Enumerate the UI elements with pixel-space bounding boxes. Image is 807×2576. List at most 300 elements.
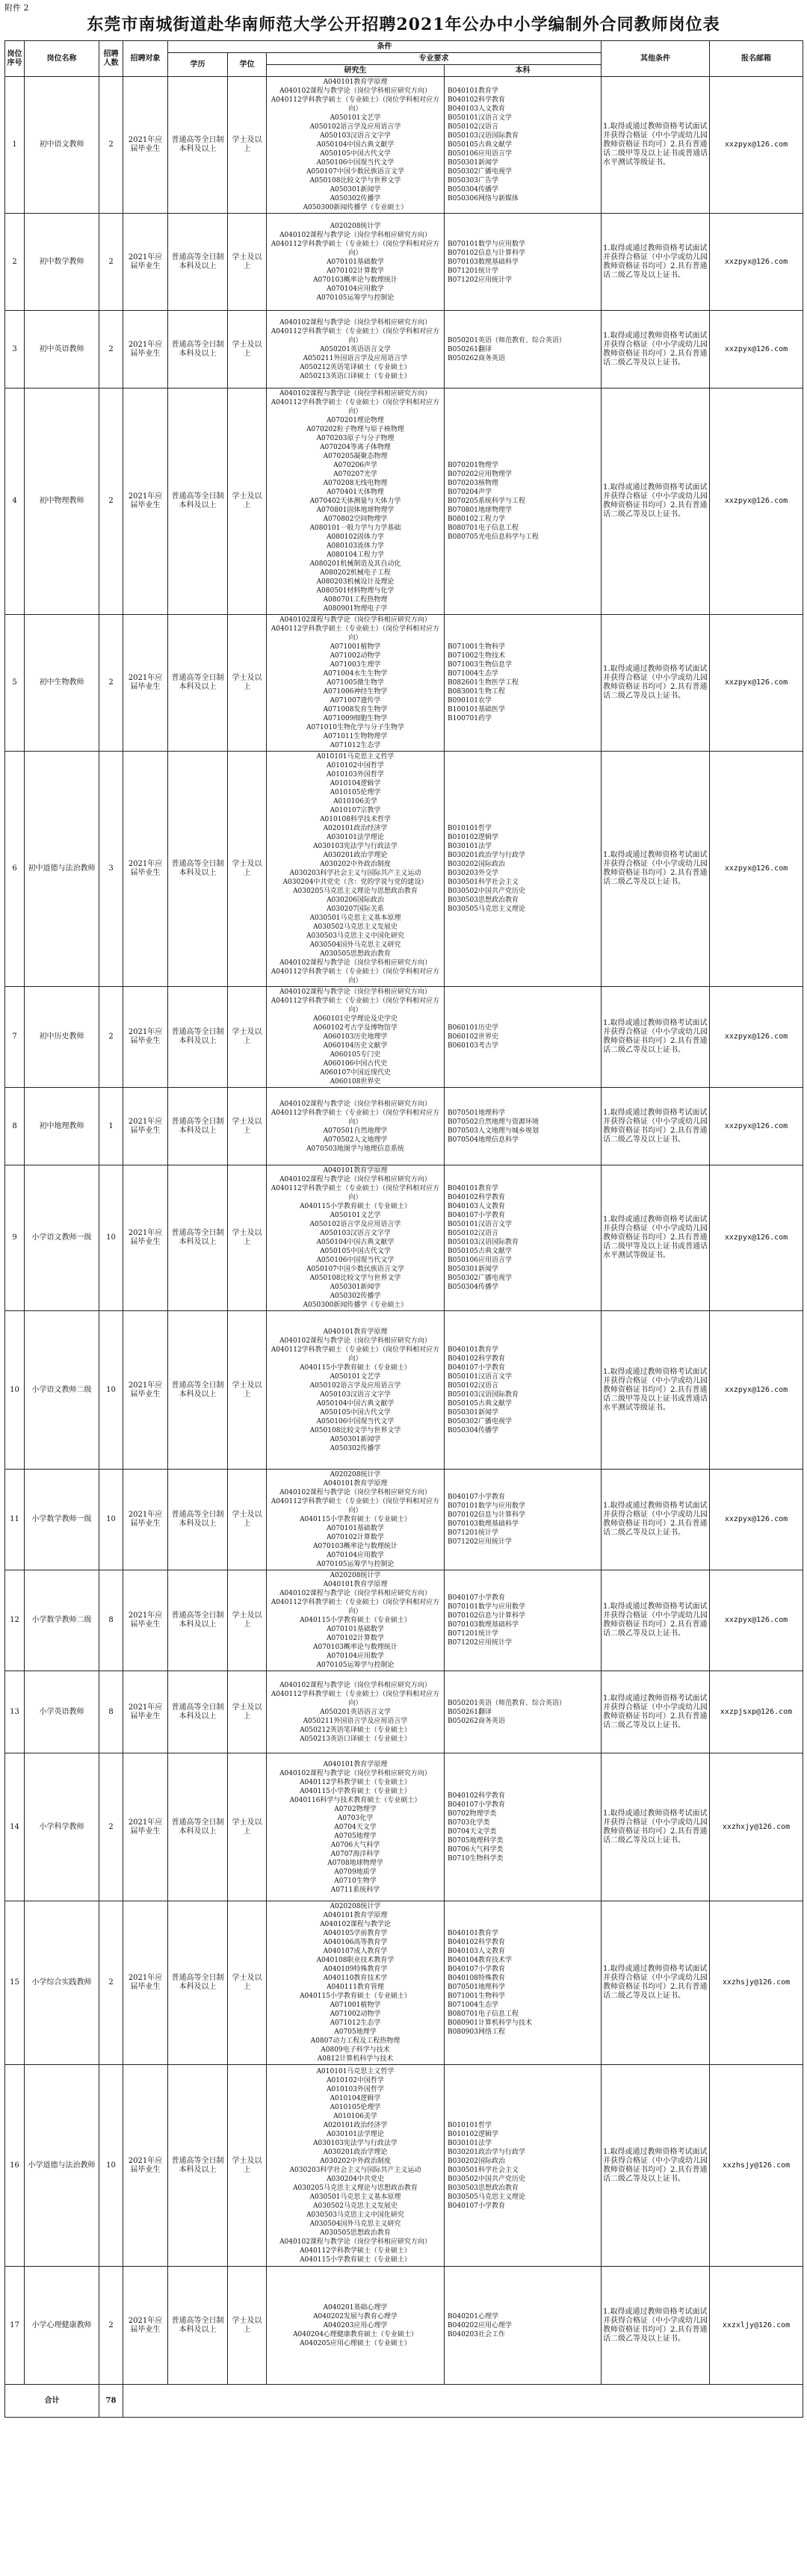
major-item: A050213英语口译硕士（专业硕士） [300, 372, 411, 380]
major-item: A050213英语口译硕士（专业硕士） [300, 1735, 411, 1743]
major-item: A071012生态学 [330, 2019, 381, 2027]
major-item: A030202中外政治制度 [320, 861, 391, 868]
major-item: A040106高等教育学 [323, 1939, 388, 1946]
header-count: 招聘人数 [99, 41, 123, 77]
major-item: B040202应用心理学 [448, 2321, 512, 2329]
table-row [5, 1901, 803, 2065]
row-count: 2 [99, 1753, 123, 1901]
major-item: B070103数理基础科学 [448, 1520, 519, 1528]
row-email-link[interactable]: xxzhxjy@126.com [710, 1753, 803, 1901]
row-other-conditions: 1.取得或通过教师资格考试面试并获得合格证（中小学或幼儿园教师资格证书均可）2.具有普通话二级乙等及以上证书。 [602, 1570, 710, 1671]
major-item: A040102课程与教学论（岗位学科相应研究方向） [279, 231, 431, 239]
row-education: 普通高等全日制本科及以上 [168, 388, 228, 615]
row-degree: 学士及以上 [228, 214, 267, 311]
major-item: A071010生物化学与分子生物学 [306, 724, 404, 731]
row-degree: 学士及以上 [228, 2267, 267, 2385]
row-degree: 学士及以上 [228, 1901, 267, 2065]
major-item: B071202应用统计学 [448, 1538, 512, 1546]
major-item: B070502自然地理与资源环境 [448, 1118, 539, 1126]
major-item: A040102课程与教学论（岗位学科相应研究方向） [279, 1769, 431, 1777]
row-seq: 11 [5, 1470, 25, 1570]
major-item: A030201政治学理论 [323, 2148, 388, 2156]
table-row [5, 214, 803, 311]
major-item: A040101教育学原理 [323, 1912, 388, 1919]
major-item: A050102语言学及应用语言学 [309, 1221, 401, 1228]
major-item: A080201机械制造及其自动化 [309, 560, 401, 568]
major-item: A040112学科教学硕士（专业硕士）（岗位学科相对应方向） [270, 968, 440, 985]
major-item: A050104中国古典文献学 [316, 1399, 395, 1408]
major-item: A040102课程与教学论（岗位学科相应研究方向） [279, 616, 431, 624]
postgrad-majors [267, 1311, 445, 1470]
major-item: B030101法学 [448, 843, 492, 850]
row-email-link[interactable]: xxzpyx@126.com [710, 1311, 803, 1470]
major-item: B030202国际政治 [448, 861, 505, 868]
table-row [5, 2267, 803, 2385]
major-item: A040202发展与教育心理学 [313, 2312, 398, 2320]
row-target: 2021年应届毕业生 [123, 615, 168, 752]
row-email-link[interactable]: xxzhsjy@126.com [710, 1901, 803, 2065]
row-seq: 17 [5, 2267, 25, 2385]
row-seq: 10 [5, 1311, 25, 1470]
major-item: A010106美学 [333, 798, 377, 805]
major-item: A060108世界史 [330, 1078, 381, 1086]
row-seq: 8 [5, 1088, 25, 1165]
major-item: B060103考古学 [448, 1042, 498, 1050]
row-other-conditions: 1.取得或通过教师资格考试面试并获得合格证（中小学或幼儿园教师资格证书均可）2.具有普通话二级乙等及以上证书。 [602, 1753, 710, 1901]
major-item: B010101哲学 [448, 825, 492, 832]
major-item: A060106中国古代史 [323, 1060, 388, 1068]
row-position: 初中地理教师 [25, 1088, 99, 1165]
major-item: A040115小学教育硕士（专业硕士） [300, 1203, 411, 1210]
major-item: A071008发育生物学 [323, 706, 388, 713]
row-count: 2 [99, 311, 123, 388]
major-item: A040102课程与教学论（岗位学科相应研究方向） [279, 1176, 431, 1183]
major-item: B0702物理学类 [448, 1809, 497, 1818]
row-target: 2021年应届毕业生 [123, 1088, 168, 1165]
row-other-conditions: 1.取得或通过教师资格考试面试并获得合格证（中小学或幼儿园教师资格证书均可）2.具有普通话二级乙等及以上证书。 [602, 1088, 710, 1165]
major-item: B050301新闻学 [448, 1408, 498, 1417]
row-degree: 学士及以上 [228, 1671, 267, 1753]
row-email-link[interactable]: xxzxljy@126.com [710, 2267, 803, 2385]
major-item: A040101教育学原理 [323, 78, 388, 86]
row-degree: 学士及以上 [228, 987, 267, 1088]
major-item: A0812计算机科学与技术 [317, 2055, 394, 2063]
postgrad-majors [267, 752, 445, 987]
major-item: A030101法学理论 [327, 834, 384, 841]
row-count: 8 [99, 1570, 123, 1671]
major-item: B070103数理基础科学 [448, 258, 519, 266]
major-item: A050201英语语言文学 [320, 1708, 391, 1716]
major-item: B071004生态学 [448, 670, 498, 678]
total-label: 合计 [5, 2385, 99, 2418]
major-item: A040101教育学原理 [323, 1480, 388, 1487]
major-item: A030205马克思主义理论与思想政治教育 [293, 888, 418, 895]
row-email-link[interactable]: xxzpyx@126.com [710, 987, 803, 1088]
major-item: A040205应用心理硕士（专业硕士） [300, 2339, 411, 2347]
major-item: A040102课程与教学论（岗位学科相应研究方向） [279, 390, 431, 397]
major-item: B050303广告学 [448, 177, 498, 185]
row-email-link[interactable]: xxzpyx@126.com [710, 77, 803, 214]
row-count: 2 [99, 987, 123, 1088]
row-seq: 4 [5, 388, 25, 615]
major-item: B0704天文学类 [448, 1827, 497, 1836]
major-item: A020101政治经济学 [323, 825, 388, 832]
major-item: A030101法学理论 [327, 2130, 384, 2138]
major-item: B050201英语（师范教育、综合英语） [448, 1699, 566, 1707]
major-item: A030103宪法学与行政法学 [313, 843, 398, 850]
table-row [5, 388, 803, 615]
major-item: A060102考古学及博物馆学 [313, 1024, 398, 1032]
major-item: B071004生态学 [448, 2001, 498, 2009]
major-item: A071002动物学 [330, 652, 381, 660]
major-item: B070503人文地理与城乡规划 [448, 1127, 539, 1135]
major-item: A050300新闻传播学（专业硕士） [303, 1301, 408, 1309]
row-count: 10 [99, 1470, 123, 1570]
major-item: B040107小学教育 [448, 1594, 505, 1602]
major-item: B071002生物技术 [448, 652, 505, 660]
major-item: A040204心理健康教育硕士（专业硕士） [293, 2330, 418, 2338]
major-item: A040102课程与教学论（岗位学科相应研究方向） [279, 87, 431, 95]
major-item: B0703化学类 [448, 1818, 490, 1827]
row-email-link[interactable]: xxzpyx@126.com [710, 1470, 803, 1570]
row-target: 2021年应届毕业生 [123, 1901, 168, 2065]
major-item: A040111教育管理 [327, 1984, 384, 1991]
total-row [5, 2385, 803, 2418]
row-position: 小学语文教师二级 [25, 1311, 99, 1470]
major-item: A0706大气科学 [330, 1841, 380, 1849]
major-item: B080901计算机科学与技术 [448, 2019, 532, 2027]
major-item: A030503马克思主义中国化研究 [306, 2211, 404, 2219]
table-row [5, 77, 803, 214]
major-item: B080701电子信息工程 [448, 524, 519, 532]
row-target: 2021年应届毕业生 [123, 987, 168, 1088]
undergrad-majors [445, 388, 602, 615]
major-item: B082601生物医学工程 [448, 679, 519, 687]
major-item: A040102课程与教学论（岗位学科相应研究方向） [279, 1100, 431, 1108]
major-item: B040203社会工作 [448, 2330, 505, 2338]
major-item: B030505马克思主义理论 [448, 2193, 525, 2201]
major-item: A050300新闻传播学（专业硕士） [303, 204, 408, 211]
major-item: A070103概率论与数理统计 [313, 1644, 398, 1651]
major-item: A0705地理学 [334, 1832, 377, 1840]
major-item: A080701工程热物理 [323, 596, 388, 604]
major-item: B050106应用语言学 [448, 1257, 512, 1264]
major-item: B060102世界史 [448, 1033, 498, 1041]
row-count: 2 [99, 615, 123, 752]
major-item: A010107宗教学 [330, 807, 381, 814]
undergrad-majors [445, 1901, 602, 2065]
major-item: A070104应用数学 [327, 1552, 384, 1559]
row-email-link[interactable]: xxzpyx@126.com [710, 311, 803, 388]
row-position: 小学数学教师一级 [25, 1470, 99, 1570]
major-item: A030203科学社会主义与国际共产主义运动 [289, 870, 421, 877]
major-item: A020208统计学 [330, 1572, 381, 1579]
major-item: B040101教育学 [448, 87, 498, 95]
major-item: B080701电子信息工程 [448, 2010, 519, 2018]
major-item: A030203科学社会主义与国际共产主义运动 [289, 2166, 421, 2174]
major-item: B070501地理科学 [448, 1984, 505, 1991]
major-item: B050261翻译 [448, 1708, 492, 1716]
row-education: 普通高等全日制本科及以上 [168, 2065, 228, 2267]
major-item: A030502马克思主义发展史 [313, 2202, 398, 2210]
row-count: 2 [99, 214, 123, 311]
major-item: A040102课程与教学论（岗位学科相应研究方向） [279, 1489, 431, 1496]
major-item: A040102课程与教学论（岗位学科相应研究方向） [279, 318, 431, 326]
major-item: B050262商务英语 [448, 1717, 505, 1725]
major-item: B040107小学教育 [448, 1212, 505, 1219]
attachment-label: 附件 2 [4, 3, 29, 13]
major-item: A080104工程力学 [327, 551, 384, 559]
row-email-link[interactable]: xxzpyx@126.com [710, 1165, 803, 1311]
undergrad-majors [445, 2267, 602, 2385]
major-item: A0711系统科学 [330, 1886, 380, 1894]
major-item: A040110教育技术学 [323, 1975, 388, 1982]
major-item: A070102计算数学 [327, 1534, 384, 1541]
row-degree: 学士及以上 [228, 1311, 267, 1470]
undergrad-majors [445, 77, 602, 214]
row-target: 2021年应届毕业生 [123, 1570, 168, 1671]
major-item: A040108职业技术教育学 [316, 1957, 395, 1964]
major-item: A060101史学理论及史学史 [313, 1015, 398, 1023]
major-item: B040101教育学 [448, 1930, 498, 1937]
major-item: A070101基础数学 [327, 258, 384, 266]
row-target: 2021年应届毕业生 [123, 214, 168, 311]
major-item: A050301新闻学 [330, 186, 381, 193]
major-item: A070104应用数学 [327, 1653, 384, 1660]
row-other-conditions: 1.取得或通过教师资格考试面试并获得合格证（中小学或幼儿园教师资格证书均可）2.具有普通话二级乙等及以上证书。 [602, 214, 710, 311]
major-item: B0705地理科学类 [448, 1836, 504, 1845]
major-item: B070102信息与计算科学 [448, 1612, 525, 1620]
row-other-conditions: 1.取得或通过教师资格考试面试并获得合格证（中小学或幼儿园教师资格证书均可）2.具有普通话二级乙等及以上证书。 [602, 1901, 710, 2065]
major-item: B070205系统科学与工程 [448, 498, 525, 505]
major-item: A040112学科教学硕士（专业硕士）（岗位学科相对应方向） [270, 997, 440, 1014]
row-target: 2021年应届毕业生 [123, 77, 168, 214]
row-position: 小学数学教师二级 [25, 1570, 99, 1671]
major-item: A030207国际关系 [327, 905, 384, 913]
header-major: 专业要求 [267, 53, 602, 65]
row-email-link[interactable]: xxzpyx@126.com [710, 214, 803, 311]
major-item: A040116科学与技术教育硕士（专业硕士） [289, 1796, 421, 1804]
row-education: 普通高等全日制本科及以上 [168, 2267, 228, 2385]
major-item: A070104应用数学 [327, 285, 384, 293]
major-item: A070202粒子物理与原子核物理 [306, 426, 404, 433]
undergrad-majors [445, 615, 602, 752]
row-position: 初中语文教师 [25, 77, 99, 214]
major-item: A040112学科教学硕士（专业硕士） [300, 2247, 411, 2255]
postgrad-majors [267, 987, 445, 1088]
row-education: 普通高等全日制本科及以上 [168, 1311, 228, 1470]
major-item: A040115小学教育硕士（专业硕士） [300, 1617, 411, 1624]
row-other-conditions: 1.取得或通过教师资格考试面试并获得合格证（中小学或幼儿园教师资格证书均可）2.具有普通话二级乙等及以上证书。 [602, 2065, 710, 2267]
major-item: A020101政治经济学 [323, 2121, 388, 2129]
major-item: A010101马克思主义哲学 [316, 753, 395, 761]
undergrad-majors [445, 1311, 602, 1470]
major-item: A070201理论物理 [327, 417, 384, 424]
major-item: A050101文艺学 [330, 1372, 381, 1381]
row-target: 2021年应届毕业生 [123, 2065, 168, 2267]
major-item: A080103流体力学 [327, 542, 384, 550]
major-item: A040115小学教育硕士（专业硕士） [300, 1516, 411, 1523]
major-item: A070204等离子体物理 [320, 444, 391, 451]
postgrad-majors [267, 1901, 445, 2065]
major-item: B040107小学教育 [448, 1363, 505, 1372]
major-item: B030201政治学与行政学 [448, 852, 525, 859]
major-item: A040102课程与教学论 [320, 1921, 391, 1928]
row-email-link[interactable]: xxzpyx@126.com [710, 1088, 803, 1165]
major-item: B100101基础医学 [448, 706, 505, 713]
row-count: 2 [99, 388, 123, 615]
major-item: B050103汉语国际教育 [448, 1390, 519, 1399]
major-item: A010106美学 [333, 2112, 377, 2120]
major-item: A070502人文地理学 [323, 1136, 388, 1144]
major-item: A070501自然地理学 [323, 1127, 388, 1135]
row-target: 2021年应届毕业生 [123, 752, 168, 987]
major-item: B070204声学 [448, 489, 492, 496]
major-item: B040101教育学 [448, 1185, 498, 1192]
major-item: A040105学前教育学 [323, 1930, 388, 1937]
header-email: 报名邮箱 [710, 41, 803, 77]
row-email-link[interactable]: xxzpjsxp@126.com [710, 1671, 803, 1753]
major-item: A030502马克思主义发展史 [313, 923, 398, 931]
row-email-link[interactable]: xxzhsjy@126.com [710, 2065, 803, 2267]
header-undergrad: 本科 [445, 65, 602, 77]
major-item: A010102中国哲学 [327, 2076, 384, 2084]
row-other-conditions: 1.取得或通过教师资格考试面试并获得合格证（中小学或幼儿园教师资格证书均可）2.具有普通话二级乙等及以上证书。 [602, 752, 710, 987]
row-other-conditions: 1.取得或通过教师资格考试面试并获得合格证（中小学或幼儿园教师资格证书均可）2.具有普通话二级乙等及以上证书。 [602, 615, 710, 752]
major-item: A050212英语笔译硕士（专业硕士） [300, 363, 411, 371]
major-item: B070102信息与计算科学 [448, 249, 525, 257]
major-item: A020208统计学 [330, 1471, 381, 1479]
major-item: B030501科学社会主义 [448, 2166, 519, 2174]
major-item: A070203原子与分子物理 [316, 435, 395, 442]
header-seq: 岗位序号 [5, 41, 25, 77]
major-item: A070103概率论与数理统计 [313, 1543, 398, 1550]
row-count: 10 [99, 1165, 123, 1311]
major-item: B080102工程力学 [448, 515, 505, 523]
major-item: A070105运筹学与控制论 [316, 294, 395, 302]
row-other-conditions: 1.取得或通过教师资格考试面试并获得合格证（中小学或幼儿园教师资格证书均可）2.具有普通话二级甲等及以上证书或普通话水平测试等级证书。 [602, 1165, 710, 1311]
major-item: B070201物理学 [448, 462, 498, 469]
major-item: B100701药学 [448, 715, 492, 722]
major-item: A050302传播学 [330, 195, 381, 202]
positions-table [4, 40, 803, 2418]
major-item: A070503地图学与地理信息系统 [306, 1145, 404, 1153]
row-position: 小学道德与法治教师 [25, 2065, 99, 2267]
row-education: 普通高等全日制本科及以上 [168, 752, 228, 987]
row-other-conditions: 1.取得或通过教师资格考试面试并获得合格证（中小学或幼儿园教师资格证书均可）2.具有普通话二级乙等及以上证书。 [602, 388, 710, 615]
major-item: B050103汉语国际教育 [448, 132, 519, 140]
major-item: A040112学科教学硕士（专业硕士）（岗位学科相对应方向） [270, 625, 440, 642]
major-item: A030501马克思主义基本原理 [309, 2193, 401, 2201]
major-item: B050306网络与新媒体 [448, 195, 519, 202]
major-item: B071202应用统计学 [448, 276, 512, 284]
postgrad-majors [267, 1753, 445, 1901]
major-item: A070401天体物理 [327, 489, 384, 496]
table-row [5, 1470, 803, 1570]
major-item: A070103概率论与数理统计 [313, 276, 398, 284]
major-item: B050301新闻学 [448, 159, 498, 167]
row-email-link[interactable]: xxzpyx@126.com [710, 752, 803, 987]
major-item: B050102汉语言 [448, 123, 498, 131]
major-item: A010104逻辑学 [330, 780, 381, 787]
row-other-conditions: 1.取得或通过教师资格考试面试并获得合格证（中小学或幼儿园教师资格证书均可）2.具有普通话二级甲等及以上证书或普通话水平测试等级证书。 [602, 77, 710, 214]
row-target: 2021年应届毕业生 [123, 1753, 168, 1901]
major-item: A070101基础数学 [327, 1525, 384, 1532]
row-education: 普通高等全日制本科及以上 [168, 214, 228, 311]
major-item: A050108比较文学与世界文学 [309, 1275, 401, 1282]
row-degree: 学士及以上 [228, 752, 267, 987]
major-item: B030202国际政治 [448, 2157, 505, 2165]
row-degree: 学士及以上 [228, 1470, 267, 1570]
major-item: B070102信息与计算科学 [448, 1511, 525, 1519]
major-item: B040107小学教育 [448, 2202, 505, 2210]
major-item: B070501地理科学 [448, 1109, 505, 1117]
major-item: A040112学科教学硕士（专业硕士）（岗位学科相对应方向） [270, 1690, 440, 1707]
major-item: B050304传播学 [448, 1284, 498, 1291]
row-count: 2 [99, 77, 123, 214]
table-row [5, 987, 803, 1088]
table-row [5, 311, 803, 388]
table-row [5, 615, 803, 752]
major-item: A080102固体力学 [327, 533, 384, 541]
major-item: A050301新闻学 [330, 1435, 381, 1443]
major-item: A070802空间物理学 [323, 515, 388, 523]
major-item: B040108特殊教育 [448, 1975, 505, 1982]
major-item: B050101汉语言文学 [448, 1221, 512, 1228]
major-item: A070208无线电物理 [323, 480, 388, 487]
major-item: A030202中外政治制度 [320, 2157, 391, 2165]
header-degree: 学位 [228, 53, 267, 77]
table-row [5, 1753, 803, 1901]
row-email-link[interactable]: xxzpyx@126.com [710, 615, 803, 752]
major-item: A020208统计学 [330, 1903, 381, 1910]
row-seq: 15 [5, 1901, 25, 2065]
row-seq: 14 [5, 1753, 25, 1901]
major-item: A050103汉语言文字学 [320, 1390, 391, 1399]
major-item: A040112学科教学硕士（专业硕士）（岗位学科相对应方向） [270, 1109, 440, 1126]
postgrad-majors [267, 1165, 445, 1311]
major-item: B040102科学教育 [448, 1354, 505, 1363]
major-item: A070205凝聚态物理 [323, 453, 388, 460]
major-item: A080203机械设计及理论 [316, 578, 395, 586]
major-item: A0703化学 [337, 1814, 374, 1822]
major-item: B040102科学教育 [448, 1792, 505, 1800]
major-item: B0706大气科学类 [448, 1845, 504, 1854]
major-item: A010105伦理学 [330, 2103, 381, 2111]
postgrad-majors [267, 1470, 445, 1570]
row-degree: 学士及以上 [228, 311, 267, 388]
major-item: A080202机械电子工程 [320, 569, 391, 577]
major-item: A060105专门史 [330, 1051, 381, 1059]
major-item: A071007遗传学 [330, 697, 381, 705]
row-education: 普通高等全日制本科及以上 [168, 311, 228, 388]
major-item: B050201英语（师范教育、综合英语） [448, 336, 566, 344]
row-degree: 学士及以上 [228, 1570, 267, 1671]
major-item: A0702物理学 [334, 1805, 377, 1813]
row-count: 10 [99, 2065, 123, 2267]
major-item: A040102课程与教学论（岗位学科相应研究方向） [279, 988, 431, 996]
row-email-link[interactable]: xxzpyx@126.com [710, 388, 803, 615]
undergrad-majors [445, 1088, 602, 1165]
row-seq: 2 [5, 214, 25, 311]
postgrad-majors [267, 388, 445, 615]
major-item: A071003生理学 [330, 661, 381, 669]
header-other: 其他条件 [602, 41, 710, 77]
major-item: B050106应用语言学 [448, 150, 512, 158]
row-email-link[interactable]: xxzpyx@126.com [710, 1570, 803, 1671]
major-item: A030505思想政治教育 [320, 2229, 391, 2237]
major-item: B010101哲学 [448, 2121, 492, 2129]
